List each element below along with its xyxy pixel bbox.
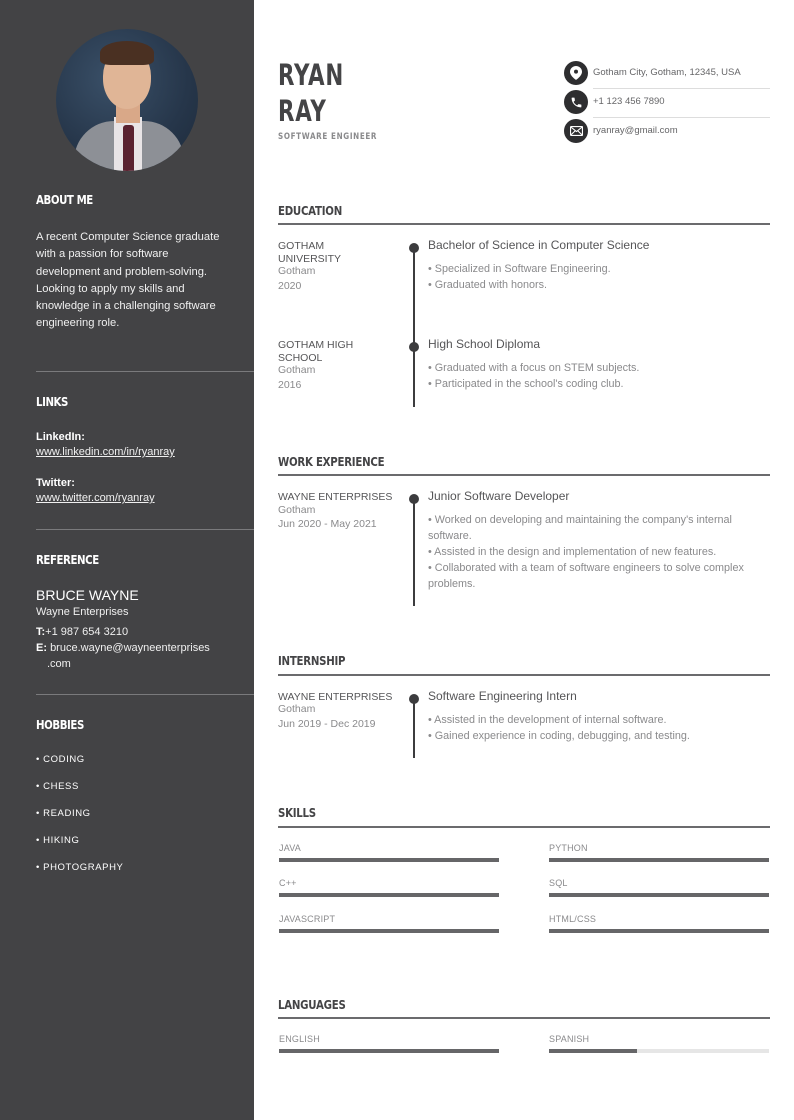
phone-icon xyxy=(564,90,588,114)
work-date: Jun 2020 - May 2021 xyxy=(278,518,377,530)
section-rule xyxy=(278,1017,770,1019)
timeline-dot xyxy=(409,694,419,704)
divider xyxy=(36,694,254,695)
profile-photo xyxy=(56,29,198,171)
main-content xyxy=(254,0,794,1120)
timeline-line xyxy=(413,246,415,407)
location-pin-icon xyxy=(564,61,588,85)
section-rule xyxy=(278,223,770,225)
internship-bullets xyxy=(428,712,770,744)
work-org: WAYNE ENTERPRISES xyxy=(278,491,393,503)
hobby-item: • READING xyxy=(36,808,91,819)
reference-email xyxy=(36,642,210,654)
skill-bar xyxy=(279,929,499,933)
skill-bar xyxy=(279,858,499,862)
language-bar-fill xyxy=(279,1049,499,1053)
education-org: GOTHAM HIGH SCHOOL xyxy=(278,339,354,364)
internship-role: Software Engineering Intern xyxy=(428,689,577,703)
work-bullets xyxy=(428,512,770,592)
contact-address xyxy=(564,60,770,88)
skill-bar-fill xyxy=(549,893,769,897)
skill-label: SQL xyxy=(549,878,568,888)
bullet: • Collaborated with a team of software engineers to solve complex problems. xyxy=(428,562,744,590)
email-label: E: xyxy=(36,642,47,654)
skill-label: C++ xyxy=(279,878,297,888)
skill-bar-fill xyxy=(549,858,769,862)
skill-label: PYTHON xyxy=(549,843,588,853)
languages-heading: LANGUAGES xyxy=(278,998,346,1012)
twitter-label: Twitter: xyxy=(36,477,75,489)
education-location: Gotham xyxy=(278,265,316,277)
bullet: • Participated in the school's coding club. xyxy=(428,378,624,390)
language-bar-fill xyxy=(549,1049,637,1053)
linkedin-link[interactable]: www.linkedin.com/in/ryanray xyxy=(36,446,175,458)
hobby-item: • CHESS xyxy=(36,781,79,792)
education-degree: High School Diploma xyxy=(428,337,541,351)
contact-phone xyxy=(564,89,770,117)
bullet: • Assisted in the development of internal software. xyxy=(428,714,667,726)
skill-label: JAVASCRIPT xyxy=(279,914,336,924)
internship-heading: INTERNSHIP xyxy=(278,654,346,668)
job-title: SOFTWARE ENGINEER xyxy=(278,132,378,142)
work-role: Junior Software Developer xyxy=(428,489,570,503)
language-label: SPANISH xyxy=(549,1034,590,1044)
skill-bar-fill xyxy=(279,858,499,862)
education-heading: EDUCATION xyxy=(278,204,342,218)
hobby-item: • PHOTOGRAPHY xyxy=(36,862,124,873)
bullet: • Graduated with a focus on STEM subjects. xyxy=(428,362,640,374)
timeline-line xyxy=(413,497,415,606)
hobby-item: • CODING xyxy=(36,754,85,765)
email-value: bruce.wayne@wayneenterprises xyxy=(50,642,210,654)
work-location: Gotham xyxy=(278,504,316,516)
phone-text: +1 123 456 7890 xyxy=(593,96,665,107)
twitter-link[interactable]: www.twitter.com/ryanray xyxy=(36,492,155,504)
about-text: A recent Computer Science graduate with a passion for software development and problem-solving. Looking to apply my skills and knowledge in a challenging software engineering role. xyxy=(36,231,220,330)
sidebar xyxy=(0,0,254,1120)
skill-bar xyxy=(279,893,499,897)
phone-label: T: xyxy=(36,626,46,638)
hobby-item: • HIKING xyxy=(36,835,80,846)
section-rule xyxy=(278,674,770,676)
education-bullets xyxy=(428,261,770,293)
skill-label: JAVA xyxy=(279,843,301,853)
email-text: ryanray@gmail.com xyxy=(593,125,678,136)
internship-date: Jun 2019 - Dec 2019 xyxy=(278,718,376,730)
internship-org: WAYNE ENTERPRISES xyxy=(278,691,393,703)
first-name: RYAN xyxy=(278,58,345,92)
bullet: • Assisted in the design and implementation of new features. xyxy=(428,546,717,558)
education-org: GOTHAM UNIVERSITY xyxy=(278,240,342,265)
reference-name: BRUCE WAYNE xyxy=(36,587,139,603)
skill-bar xyxy=(549,858,769,862)
internship-location: Gotham xyxy=(278,703,316,715)
reference-company: Wayne Enterprises xyxy=(36,606,129,618)
contact-email xyxy=(564,118,770,146)
photo-tie xyxy=(123,125,134,171)
timeline-dot xyxy=(409,342,419,352)
language-bar xyxy=(549,1049,769,1053)
bullet: • Gained experience in coding, debugging, and testing. xyxy=(428,730,690,742)
envelope-icon xyxy=(564,119,588,143)
section-rule xyxy=(278,474,770,476)
linkedin-label: LinkedIn: xyxy=(36,431,85,443)
language-label: ENGLISH xyxy=(279,1034,320,1044)
education-date: 2020 xyxy=(278,280,302,292)
hobbies-heading: HOBBIES xyxy=(36,718,84,732)
timeline-dot xyxy=(409,243,419,253)
section-rule xyxy=(278,826,770,828)
reference-heading: REFERENCE xyxy=(36,553,99,567)
reference-phone xyxy=(36,626,128,638)
skills-heading: SKILLS xyxy=(278,806,316,820)
work-heading: WORK EXPERIENCE xyxy=(278,455,385,469)
timeline-dot xyxy=(409,494,419,504)
education-degree: Bachelor of Science in Computer Science xyxy=(428,238,650,252)
about-heading: ABOUT ME xyxy=(36,193,93,207)
skill-bar-fill xyxy=(549,929,769,933)
education-bullets xyxy=(428,360,770,392)
links-heading: LINKS xyxy=(36,395,68,409)
phone-value: +1 987 654 3210 xyxy=(45,626,129,638)
skill-bar-fill xyxy=(279,893,499,897)
photo-hair xyxy=(100,41,154,65)
skill-bar-fill xyxy=(279,929,499,933)
skill-bar xyxy=(549,893,769,897)
last-name: RAY xyxy=(278,94,327,128)
timeline-line xyxy=(413,696,415,758)
education-location: Gotham xyxy=(278,364,316,376)
skill-bar xyxy=(549,929,769,933)
skill-label: HTML/CSS xyxy=(549,914,597,924)
education-date: 2016 xyxy=(278,379,302,391)
divider xyxy=(36,371,254,372)
bullet: • Specialized in Software Engineering. xyxy=(428,263,611,275)
bullet: • Worked on developing and maintaining the company's internal software. xyxy=(428,514,732,542)
address-text: Gotham City, Gotham, 12345, USA xyxy=(593,67,741,78)
language-bar xyxy=(279,1049,499,1053)
bullet: • Graduated with honors. xyxy=(428,279,548,291)
reference-email-cont: .com xyxy=(47,658,71,670)
divider xyxy=(36,529,254,530)
